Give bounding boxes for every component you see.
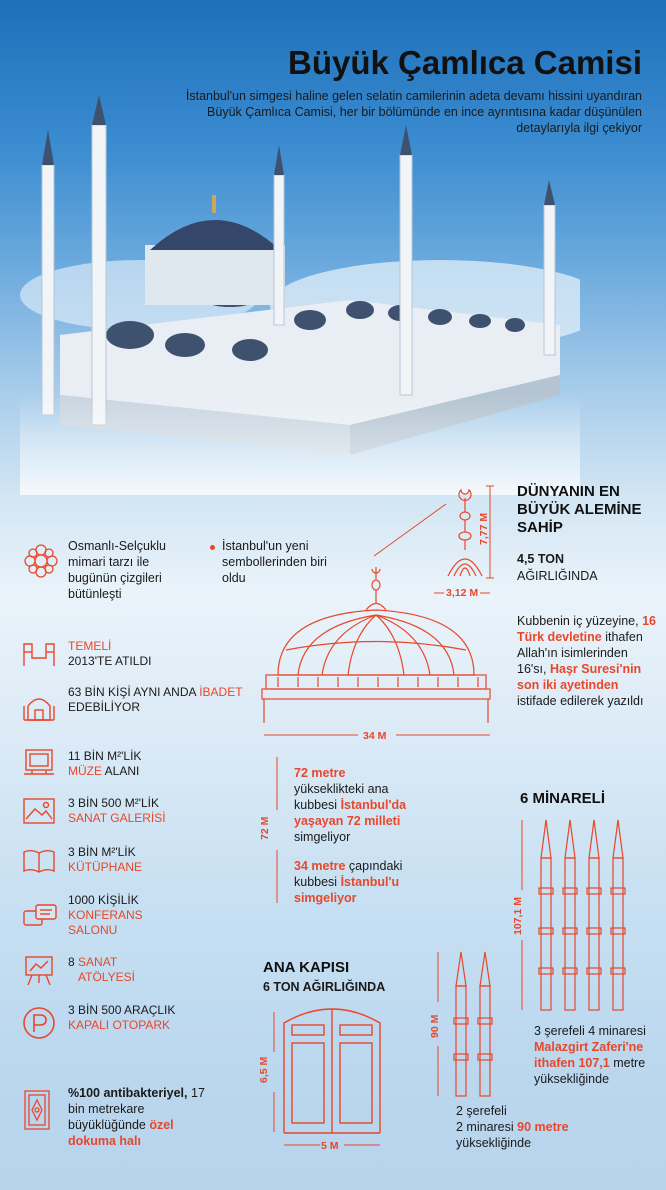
tall-minarets-text: 3 şerefeli 4 minaresi Malazgirt Zaferi'ne ithafen 107,1 metre yüksekliğinde [534,1024,646,1086]
carpet-text: %100 antibakteriyel, 17 bin metrekare büyüklüğünde özel dokuma halı [68,1086,205,1148]
page-subtitle: İstanbul'un simgesi haline gelen selatin camilerinin adeta devamı hissini uyandıran Büyük Çamlıca Camisi, her bir bölümünde en ince ayrıntısına kadar düşünülen detaylarıyla ilgi çekiyor [185,89,642,135]
dome-width-dim: 34 M [363,730,387,742]
intro-symbol: İstanbul'un yeni sembollerinden biri oldu [222,539,327,585]
museum-icon [22,748,56,778]
gallery-icon [22,797,56,825]
tall-minaret-dim: 107,1 M [512,897,524,935]
page-title: Büyük Çamlıca Camisi [288,44,642,81]
alem-pointer-line [370,500,450,560]
feature-museum: 11 BİN M²'LİK MÜZE ALANI [68,749,142,778]
door-drawing [282,1005,382,1135]
foundation-icon [22,640,56,668]
ornament-icon [22,542,60,580]
feature-workshop: 8 SANAT ATÖLYESİ [68,955,135,984]
dome-inscription-text: Kubbenin iç yüzeyine, 16 Türk devletine ithafen Allah'ın isimlerinden 16'sı, Haşr Suresi'nin son iki ayetinden istifade edilerek yazıldı [517,614,656,708]
bullet-dot [210,545,215,550]
parking-icon [22,1006,56,1040]
tall-minarets-drawing [538,818,628,1012]
dome-height-dim: 72 M [259,816,271,840]
door-weight: 6 TON AĞIRLIĞINDA [263,980,386,994]
alem-width-dim: 3,12 M [446,587,479,599]
alem-height-dim: 7,77 M [478,512,490,545]
dome-height-text: 72 metre yükseklikteki ana kubbesi İstanbul'da yaşayan 72 milleti simgeliyor [294,766,407,844]
library-icon [22,848,56,874]
door-height-dim: 6,5 M [258,1056,270,1083]
feature-foundation: TEMELİ 2013'TE ATILDI [68,639,152,668]
alem-title: DÜNYANIN EN BÜYÜK ALEMİNE SAHİP [517,483,642,536]
short-minarets-drawing [453,950,497,1098]
feature-gallery: 3 BİN 500 M²'LİK SANAT GALERİSİ [68,796,166,825]
short-minarets-text: 2 şerefeli 2 minaresi 90 metre yüksekliğinde [456,1104,569,1150]
mosque-icon [22,690,56,722]
minarets-title: 6 MİNARELİ [520,790,606,807]
feature-conference: 1000 KİŞİLİK KONFERANS SALONU [68,893,143,937]
feature-library: 3 BİN M²'LİK KÜTÜPHANE [68,845,143,874]
conference-icon [22,903,58,931]
dome-drawing [258,565,494,730]
short-minaret-dim: 90 M [429,1014,441,1038]
feature-worship: 63 BİN KİŞİ AYNI ANDA İBADET EDEBİLİYOR [68,685,243,714]
alem-weight-label: AĞIRLIĞINDA [517,569,598,583]
mosque-illustration [20,95,580,495]
dome-height-line [270,755,284,905]
intro-architecture: Osmanlı-Selçuklu mimari tarzı ile bugünün çizgileri bütünleşti [68,539,166,601]
feature-parking: 3 BİN 500 ARAÇLIK KAPALI OTOPARK [68,1003,176,1032]
door-title: ANA KAPISI [263,959,350,976]
door-width-dim: 5 M [321,1140,339,1152]
carpet-icon [22,1088,52,1132]
dome-diameter-text: 34 metre çapındaki kubbesi İstanbul'u simgeliyor [294,859,403,905]
alem-weight-value: 4,5 TON [517,552,565,566]
workshop-icon [22,955,56,987]
